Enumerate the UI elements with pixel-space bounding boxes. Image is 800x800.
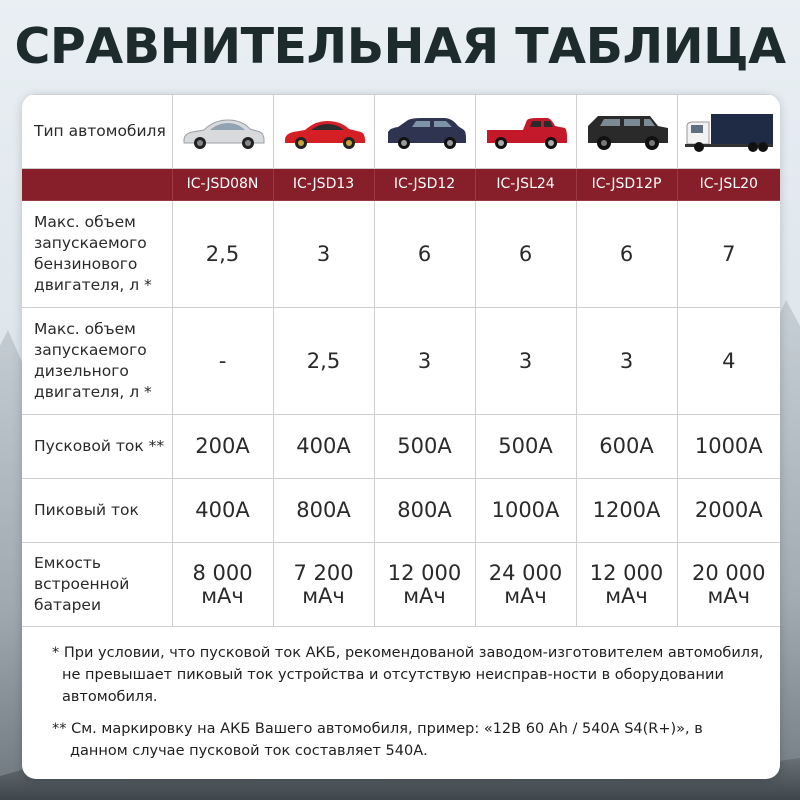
table-cell: 400A xyxy=(273,415,374,479)
offroad-suv-icon xyxy=(584,112,670,152)
table-cell: 400A xyxy=(172,479,273,543)
model-name: IC-JSD13 xyxy=(273,169,374,201)
table-cell: 3 xyxy=(475,308,576,415)
sedan-icon xyxy=(180,112,266,152)
table-cell: 7 xyxy=(677,201,780,308)
footnotes xyxy=(44,642,764,762)
row-label: Пусковой ток ** xyxy=(22,415,172,479)
vehicle-cell xyxy=(576,95,677,169)
table-row xyxy=(22,543,780,627)
row-label: Макс. объем запускаемого дизельного двигателя, л * xyxy=(22,308,172,415)
table-cell: 7 200 мАч xyxy=(273,543,374,627)
comparison-table xyxy=(22,94,780,627)
table-cell: 1000A xyxy=(677,415,780,479)
vehicle-type-row xyxy=(22,95,780,169)
row-label: Пиковый ток xyxy=(22,479,172,543)
table-cell: 800A xyxy=(273,479,374,543)
sedan-icon xyxy=(281,112,367,152)
row-label: Емкость встроенной батареи xyxy=(22,543,172,627)
suv-icon xyxy=(382,112,468,152)
model-name: IC-JSL24 xyxy=(475,169,576,201)
vehicle-cell xyxy=(475,95,576,169)
table-cell: 12 000 мАч xyxy=(374,543,475,627)
table-cell: 4 xyxy=(677,308,780,415)
table-cell: 20 000 мАч xyxy=(677,543,780,627)
table-cell: 600A xyxy=(576,415,677,479)
table-cell: 1200A xyxy=(576,479,677,543)
table-cell: 200A xyxy=(172,415,273,479)
models-row-label xyxy=(22,169,172,201)
table-cell: 2,5 xyxy=(273,308,374,415)
table-row xyxy=(22,479,780,543)
table-cell: 800A xyxy=(374,479,475,543)
vehicle-cell xyxy=(677,95,780,169)
table-cell: 6 xyxy=(475,201,576,308)
model-name: IC-JSL20 xyxy=(677,169,780,201)
footnote-2: ** См. маркировку на АКБ Вашего автомобиля, пример: «12В 60 Ah / 540А S4(R+)», в данном случае пусковой ток составляет 540А. xyxy=(52,721,703,759)
table-row xyxy=(22,415,780,479)
model-name: IC-JSD12P xyxy=(576,169,677,201)
page-title: СРАВНИТЕЛЬНАЯ ТАБЛИЦА xyxy=(14,18,786,75)
table-cell: 2000A xyxy=(677,479,780,543)
table-cell: 1000A xyxy=(475,479,576,543)
vehicle-cell xyxy=(273,95,374,169)
table-cell: 500A xyxy=(475,415,576,479)
table-cell: 3 xyxy=(273,201,374,308)
table-cell: 2,5 xyxy=(172,201,273,308)
models-row xyxy=(22,169,780,201)
table-cell: 3 xyxy=(374,308,475,415)
model-name: IC-JSD08N xyxy=(172,169,273,201)
box-truck-icon xyxy=(683,110,775,154)
table-cell: 12 000 мАч xyxy=(576,543,677,627)
table-cell: 3 xyxy=(576,308,677,415)
comparison-table-card xyxy=(22,94,780,779)
vehicle-cell xyxy=(374,95,475,169)
table-cell: - xyxy=(172,308,273,415)
pickup-icon xyxy=(483,112,569,152)
model-name: IC-JSD12 xyxy=(374,169,475,201)
footnote-1: * При условии, что пусковой ток АКБ, рекомендованой заводом-изготовителем автомобиля, не превышает пиковый ток устройства и отсутствую неисправ-ности в оборудовании автомобиля. xyxy=(52,645,764,705)
row-label: Макс. объем запускаемого бензинового двигателя, л * xyxy=(22,201,172,308)
table-cell: 500A xyxy=(374,415,475,479)
table-row xyxy=(22,201,780,308)
vehicle-cell xyxy=(172,95,273,169)
table-cell: 8 000 мАч xyxy=(172,543,273,627)
table-cell: 24 000 мАч xyxy=(475,543,576,627)
table-row xyxy=(22,308,780,415)
table-cell: 6 xyxy=(576,201,677,308)
table-cell: 6 xyxy=(374,201,475,308)
vehicle-type-label: Тип автомобиля xyxy=(22,95,172,169)
